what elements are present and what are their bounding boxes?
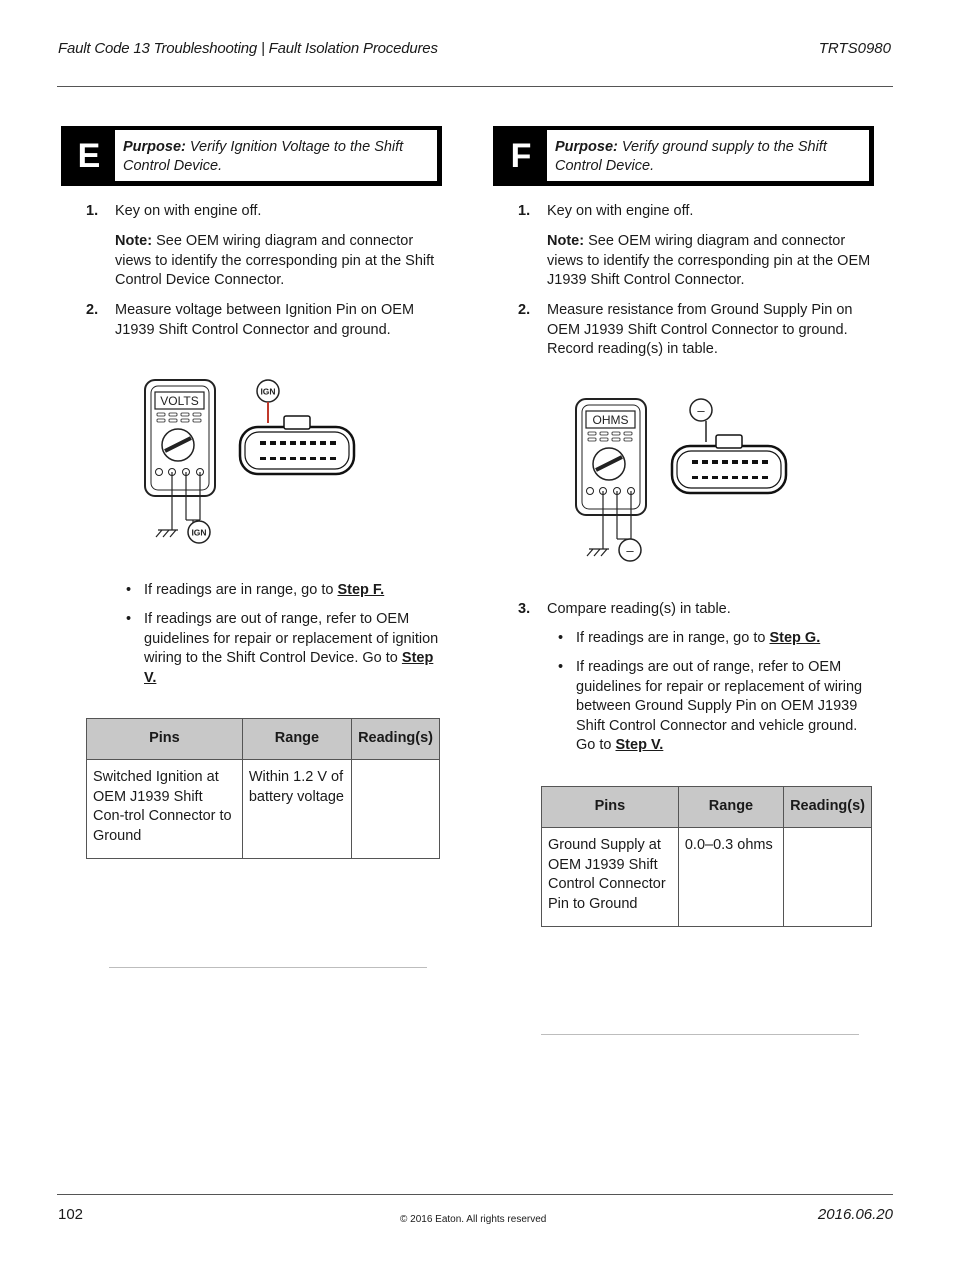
table-cell-pins: Switched Ignition at OEM J1939 Shift Con-trol Connector to Ground <box>87 760 243 859</box>
step-e-note-text: See OEM wiring diagram and connector views to identify the corresponding pin at the Shift Control Device Connector. <box>115 233 435 288</box>
table-cell-pins: Ground Supply at OEM J1939 Shift Control Connector Pin to Ground <box>542 828 679 927</box>
step-g-link[interactable]: Step G. <box>769 630 821 646</box>
header-divider <box>57 86 893 87</box>
revision-date: 2016.06.20 <box>817 1206 893 1223</box>
step-e-purpose-text: Verify Ignition Voltage to the Shift Control Device. <box>123 139 404 174</box>
footer-divider <box>57 1194 893 1195</box>
step-f-purpose <box>547 130 869 181</box>
step-e-item-1-text: Key on with engine off. <box>115 203 262 219</box>
table-header-range: Range <box>242 719 351 760</box>
step-e-item-2-number: 2. <box>86 302 99 318</box>
step-e-banner <box>61 126 442 186</box>
table-header-pins: Pins <box>542 787 679 828</box>
copyright: © 2016 Eaton. All rights reserved <box>400 1214 547 1225</box>
step-f-item-2-number: 2. <box>518 302 531 318</box>
table-row <box>542 828 872 927</box>
table-header-readings: Reading(s) <box>352 719 440 760</box>
step-f-item-3-text: Compare reading(s) in table. <box>547 601 731 617</box>
document-id: TRTS0980 <box>818 40 891 57</box>
step-e-end-rule <box>109 967 427 968</box>
step-e-bullet-2-text: If readings are out of range, refer to OEM guidelines for repair or replacement of ignition wiring to the Shift Control Device. Go to <box>144 611 439 666</box>
step-f-banner <box>493 126 874 186</box>
step-f-item-3-number: 3. <box>518 601 531 617</box>
step-e-voltmeter-diagram <box>140 375 370 550</box>
step-f-bullet-2-text: If readings are out of range, refer to OEM guidelines for repair or replacement of wiring between Ground Supply Pin on OEM J1939 Shift Control Connector and vehicle ground. Go to <box>576 659 863 753</box>
step-f-item-2-text: Measure resistance from Ground Supply Pin on OEM J1939 Shift Control Connector to ground. Record reading(s) in table. <box>547 302 853 357</box>
step-f-note-text: See OEM wiring diagram and connector views to identify the corresponding pin at the OEM J1939 Shift Control Connector. <box>547 233 871 288</box>
probe-pin-label: IGN <box>191 527 207 538</box>
connector-pin-label: IGN <box>260 386 276 397</box>
meter-display-text: OHMS <box>592 413 629 427</box>
step-f-purpose-text: Verify ground supply to the Shift Control Device. <box>555 139 827 174</box>
step-e-purpose <box>115 130 437 181</box>
step-e-purpose-label: Purpose: <box>123 139 186 155</box>
step-f-item-1-text: Key on with engine off. <box>547 203 694 219</box>
step-e-readings-table <box>86 718 440 859</box>
step-e-item-2-text: Measure voltage between Ignition Pin on OEM J1939 Shift Control Connector and ground. <box>115 302 415 338</box>
meter-display-text: VOLTS <box>160 394 199 408</box>
step-f-bullet-1-text: If readings are in range, go to <box>576 630 770 646</box>
step-f-note-label: Note: <box>547 233 585 249</box>
page-number: 102 <box>58 1206 84 1223</box>
table-header-range: Range <box>678 787 783 828</box>
step-f-ohmmeter-diagram <box>571 394 801 569</box>
step-e-bullet-1-text: If readings are in range, go to <box>144 582 338 598</box>
step-e-item-1-number: 1. <box>86 203 99 219</box>
table-cell-reading[interactable] <box>784 828 872 927</box>
step-f-readings-table <box>541 786 872 927</box>
header-title: Fault Code 13 Troubleshooting | Fault Isolation Procedures <box>58 40 438 57</box>
step-v-link[interactable]: Step V. <box>144 650 434 686</box>
table-header-readings: Reading(s) <box>784 787 872 828</box>
table-cell-reading[interactable] <box>352 760 440 859</box>
step-f-letter: F <box>510 136 532 175</box>
table-row <box>87 760 440 859</box>
probe-pin-label: – <box>626 543 634 558</box>
step-f-link[interactable]: Step F. <box>337 582 385 598</box>
table-header-pins: Pins <box>87 719 243 760</box>
step-f-purpose-label: Purpose: <box>555 139 618 155</box>
step-f-item-1-number: 1. <box>518 203 531 219</box>
j1939-connector-icon <box>672 446 786 493</box>
table-cell-range: Within 1.2 V of battery voltage <box>242 760 351 859</box>
table-cell-range: 0.0–0.3 ohms <box>678 828 783 927</box>
step-f-end-rule <box>541 1034 859 1035</box>
step-e-letter: E <box>77 136 101 175</box>
step-v-link[interactable]: Step V. <box>615 737 664 753</box>
step-e-note-label: Note: <box>115 233 153 249</box>
j1939-connector-icon <box>240 427 354 474</box>
connector-pin-label: – <box>697 403 705 418</box>
